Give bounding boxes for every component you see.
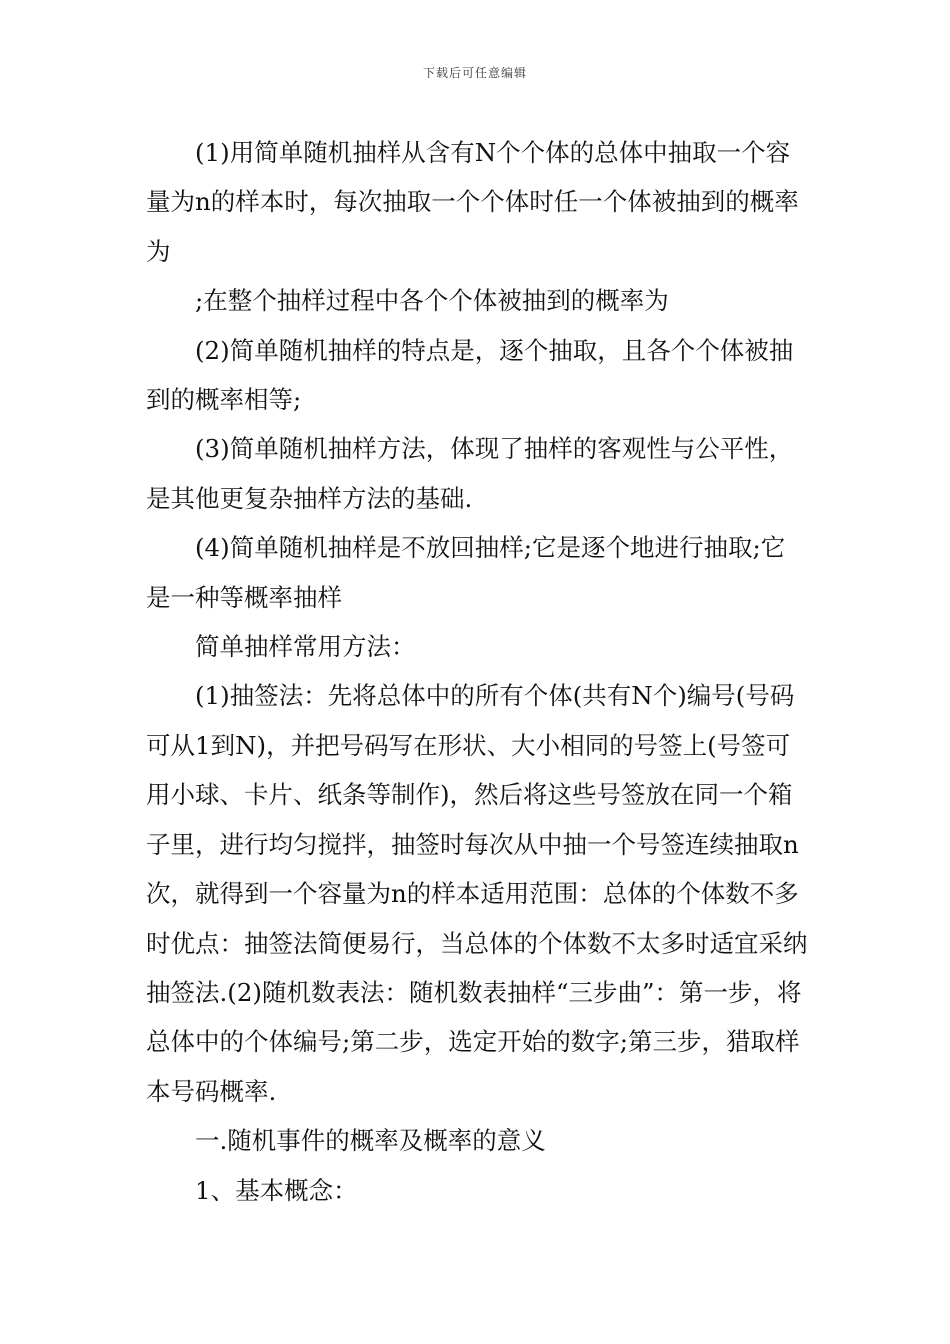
paragraph-3: (2)简单随机抽样的特点是，逐个抽取，且各个个体被抽到的概率相等; [146, 335, 794, 415]
paragraph-5: (4)简单随机抽样是不放回抽样;它是逐个地进行抽取;它是一种等概率抽样 [146, 533, 786, 612]
paragraph-7: (1)抽签法：先将总体中的所有个体(共有N个)编号(号码可从1到N)，并把号码写在形状、大小相同的号签上(号签可用小球、卡片、纸条等制作)，然后将这些号签放在同一个箱子里，进行均匀搅拌，抽签时每次从中抽一个号签连续抽取n次，就得到一个容量为n的样本适用范围：总体的个体数不多时优点：抽签法简便易行，当总体的个体数不太多时适宜采纳抽签法.(2)随机数表法：随机数表抽样“三步曲”：第一步，将总体中的个体编号;第二步，选定开始的数字;第三步，猎取样本号码概率. [146, 681, 808, 1106]
paragraph-6: 简单抽样常用方法： [195, 632, 416, 662]
paragraph-4: (3)简单随机抽样方法，体现了抽样的客观性与公平性，是其他更复杂抽样方法的基础. [146, 434, 794, 513]
section-heading: 一.随机事件的概率及概率的意义 [195, 1126, 546, 1156]
subsection-heading: 1、基本概念： [195, 1175, 358, 1205]
page-header: 下载后可任意编辑 [422, 66, 527, 80]
paragraph-1: (1)用简单随机抽样从含有N个个体的总体中抽取一个容量为n的样本时，每次抽取一个个体时任一个体被抽到的概率为 [146, 138, 799, 266]
document-body [146, 128, 808, 1215]
paragraph-2: ;在整个抽样过程中各个个体被抽到的概率为 [195, 286, 669, 316]
